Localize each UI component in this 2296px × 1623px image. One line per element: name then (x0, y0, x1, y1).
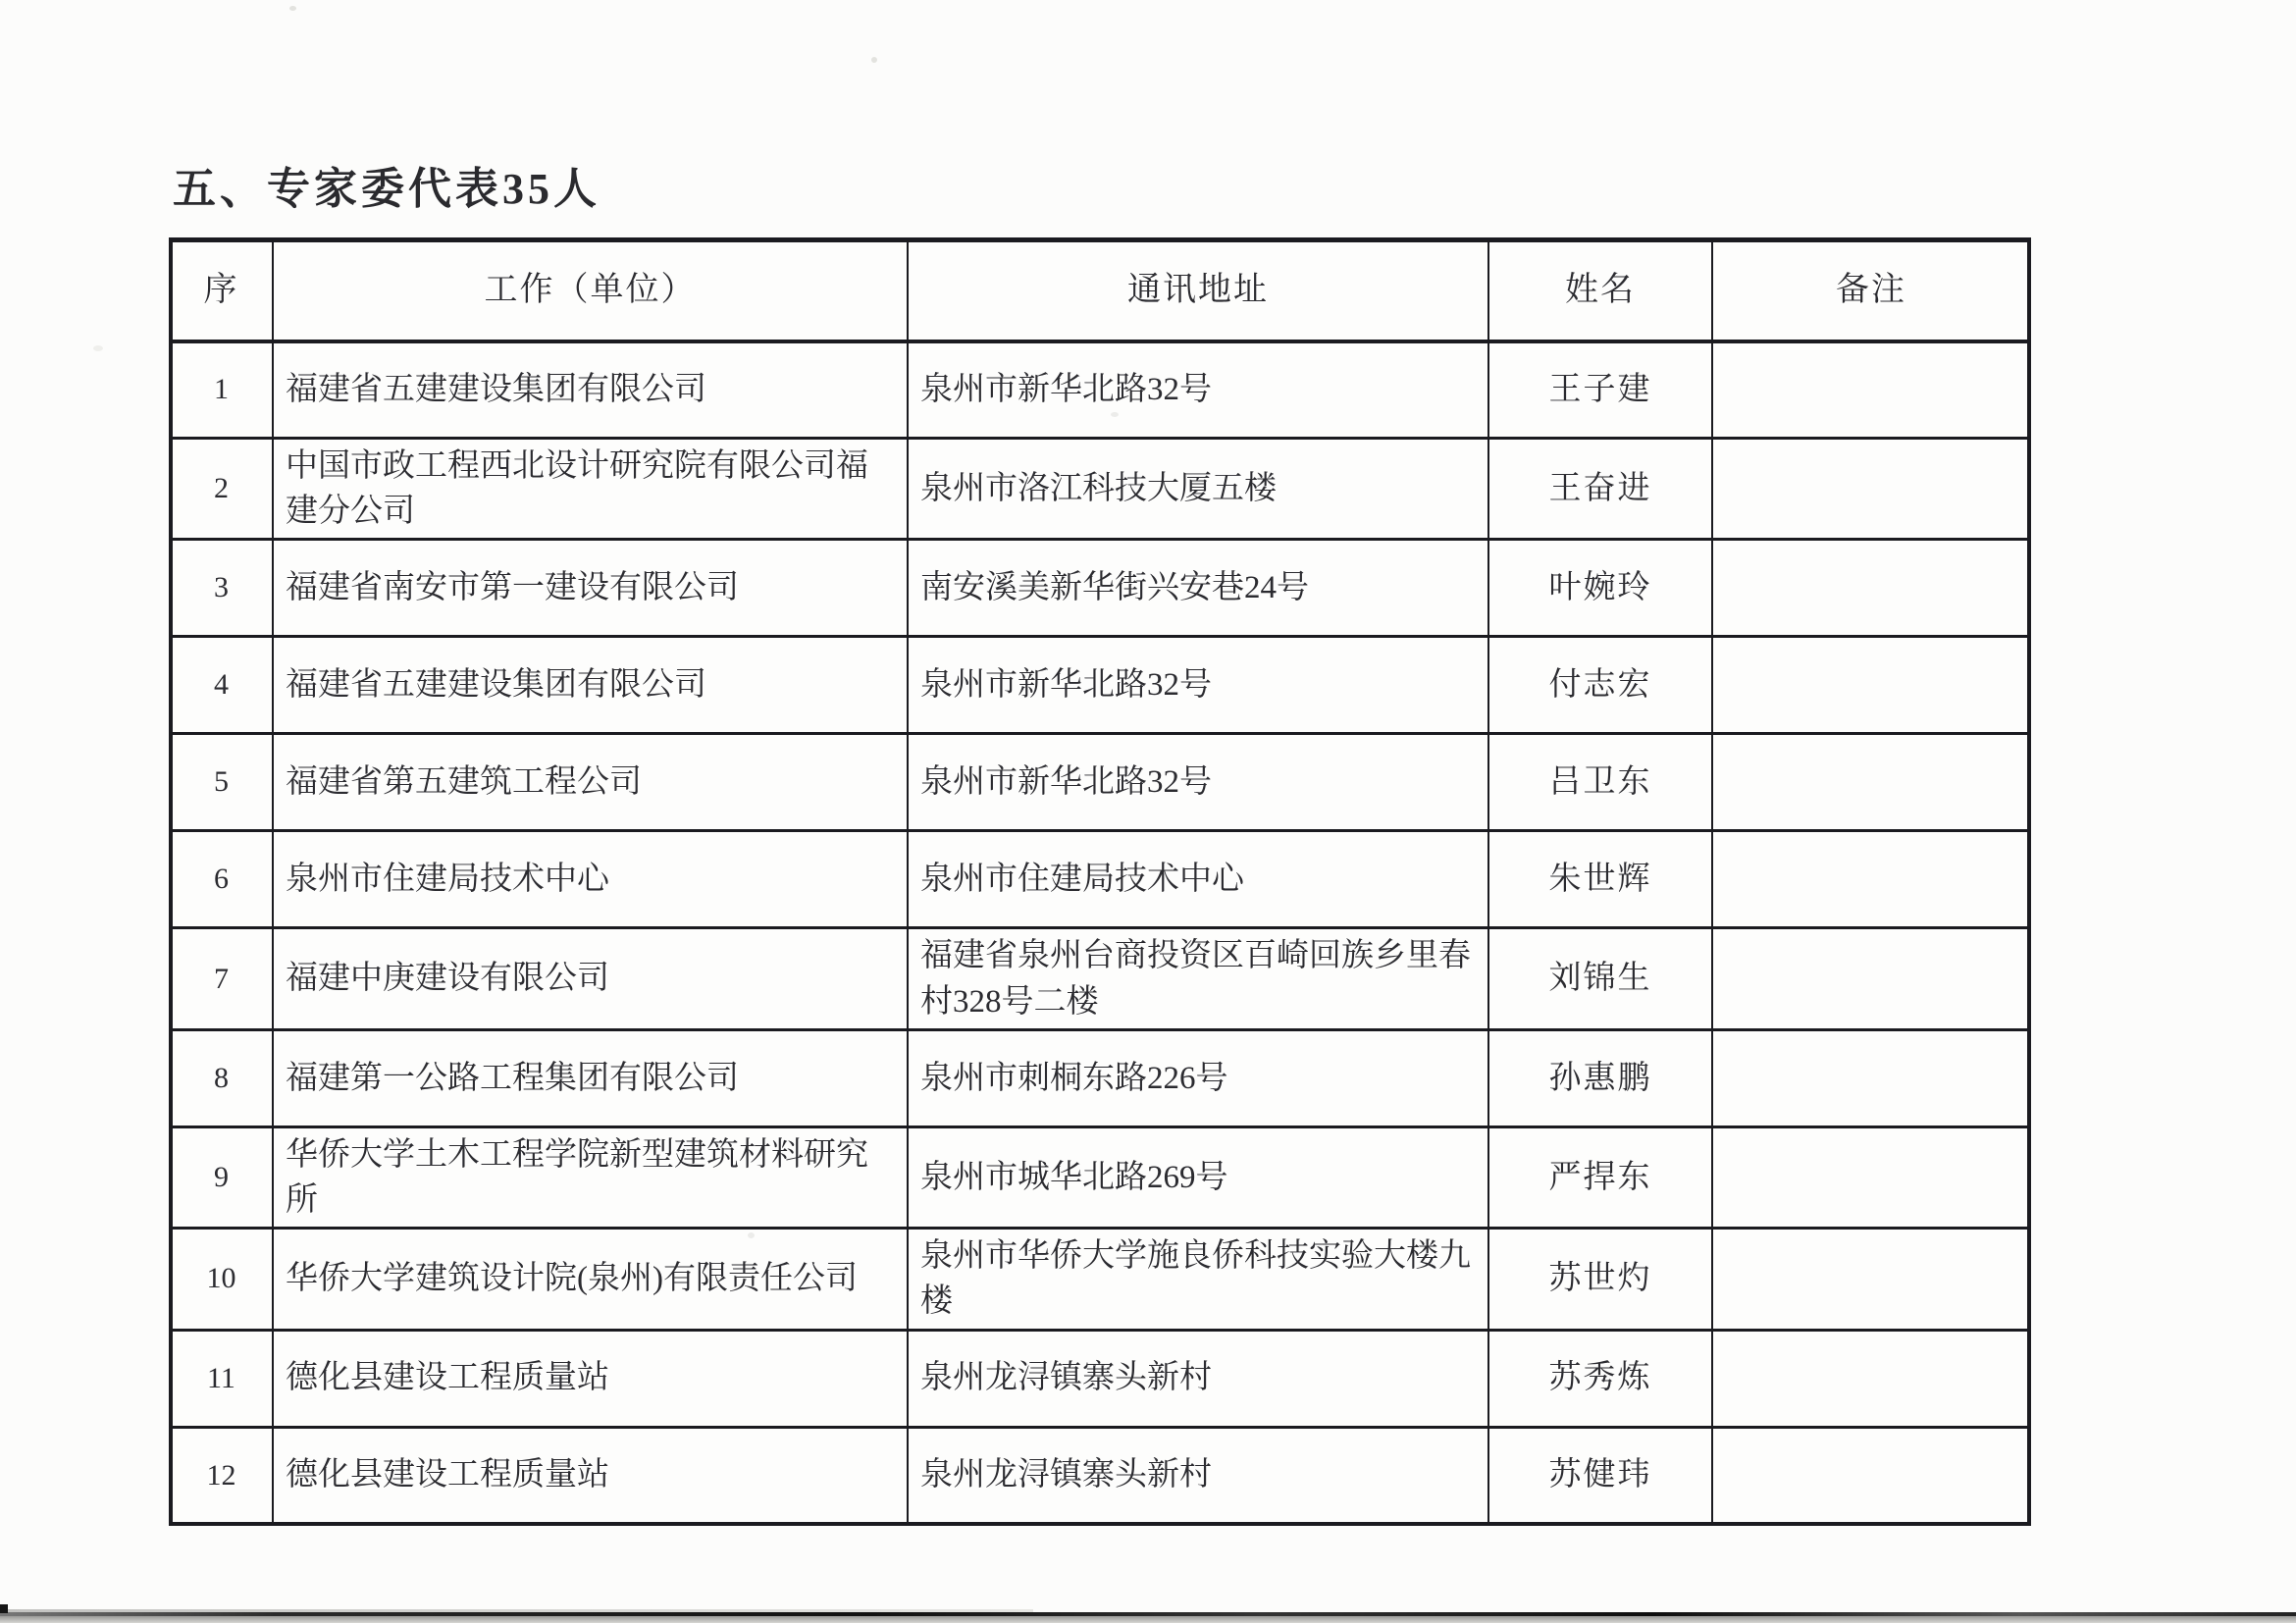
table-row (170, 1029, 2030, 1126)
table-header-row (170, 240, 2030, 341)
cell-unit: 福建省五建建设集团有限公司 (273, 637, 908, 734)
cell-remark (1712, 637, 2030, 734)
cell-unit: 德化县建设工程质量站 (273, 1427, 908, 1524)
cell-address: 福建省泉州台商投资区百崎回族乡里春村328号二楼 (908, 928, 1488, 1029)
scan-edge-gray-shade (0, 1616, 2296, 1623)
cell-remark (1712, 540, 2030, 637)
cell-name: 刘锦生 (1488, 928, 1712, 1029)
cell-remark (1712, 1229, 2030, 1330)
cell-no: 2 (170, 439, 273, 540)
cell-unit: 华侨大学土木工程学院新型建筑材料研究所 (273, 1126, 908, 1228)
delegates-table (169, 237, 2031, 1526)
cell-address: 泉州市新华北路32号 (908, 341, 1488, 439)
cell-name: 严捍东 (1488, 1126, 1712, 1228)
table-row (170, 1427, 2030, 1524)
table-row (170, 637, 2030, 734)
cell-no: 11 (170, 1330, 273, 1427)
cell-unit: 福建中庚建设有限公司 (273, 928, 908, 1029)
col-header-name: 姓名 (1488, 240, 1712, 341)
scan-speck (871, 57, 877, 63)
cell-no: 7 (170, 928, 273, 1029)
cell-address: 泉州市刺桐东路226号 (908, 1029, 1488, 1126)
cell-name: 苏健玮 (1488, 1427, 1712, 1524)
cell-remark (1712, 831, 2030, 928)
scan-speck (289, 6, 296, 11)
cell-name: 苏秀炼 (1488, 1330, 1712, 1427)
scan-speck (1111, 412, 1119, 417)
scan-corner-dot (0, 1604, 8, 1613)
cell-no: 10 (170, 1229, 273, 1330)
table-row (170, 734, 2030, 831)
cell-name: 王奋进 (1488, 439, 1712, 540)
cell-address: 泉州市洛江科技大厦五楼 (908, 439, 1488, 540)
cell-name: 孙惠鹏 (1488, 1029, 1712, 1126)
scan-edge-artifact (0, 1609, 2296, 1623)
cell-name: 叶婉玲 (1488, 540, 1712, 637)
cell-remark (1712, 1427, 2030, 1524)
cell-remark (1712, 1330, 2030, 1427)
cell-address: 泉州龙浔镇寨头新村 (908, 1330, 1488, 1427)
cell-address: 泉州市新华北路32号 (908, 734, 1488, 831)
scan-speck (93, 345, 103, 351)
cell-address: 泉州龙浔镇寨头新村 (908, 1427, 1488, 1524)
cell-remark (1712, 1126, 2030, 1228)
cell-address: 泉州市城华北路269号 (908, 1126, 1488, 1228)
cell-unit: 福建省五建建设集团有限公司 (273, 341, 908, 439)
col-header-no: 序 (170, 240, 273, 341)
table-row (170, 540, 2030, 637)
cell-no: 5 (170, 734, 273, 831)
cell-remark (1712, 341, 2030, 439)
section-title: 五、专家委代表35人 (173, 165, 600, 213)
cell-name: 朱世辉 (1488, 831, 1712, 928)
scan-speck (748, 1232, 755, 1238)
cell-no: 6 (170, 831, 273, 928)
cell-no: 9 (170, 1126, 273, 1228)
table-row (170, 1330, 2030, 1427)
cell-unit: 泉州市住建局技术中心 (273, 831, 908, 928)
cell-address: 泉州市华侨大学施良侨科技实验大楼九楼 (908, 1229, 1488, 1330)
cell-no: 12 (170, 1427, 273, 1524)
cell-no: 4 (170, 637, 273, 734)
cell-remark (1712, 439, 2030, 540)
cell-unit: 德化县建设工程质量站 (273, 1330, 908, 1427)
cell-remark (1712, 734, 2030, 831)
cell-address: 南安溪美新华街兴安巷24号 (908, 540, 1488, 637)
table-row (170, 341, 2030, 439)
cell-name: 王子建 (1488, 341, 1712, 439)
cell-unit: 福建第一公路工程集团有限公司 (273, 1029, 908, 1126)
table-row (170, 1229, 2030, 1330)
cell-unit: 福建省第五建筑工程公司 (273, 734, 908, 831)
cell-unit: 福建省南安市第一建设有限公司 (273, 540, 908, 637)
table-row (170, 831, 2030, 928)
cell-unit: 华侨大学建筑设计院(泉州)有限责任公司 (273, 1229, 908, 1330)
cell-name: 付志宏 (1488, 637, 1712, 734)
col-header-unit: 工作（单位） (273, 240, 908, 341)
cell-address: 泉州市住建局技术中心 (908, 831, 1488, 928)
cell-address: 泉州市新华北路32号 (908, 637, 1488, 734)
col-header-address: 通讯地址 (908, 240, 1488, 341)
cell-no: 3 (170, 540, 273, 637)
table-row (170, 928, 2030, 1029)
table-row (170, 1126, 2030, 1228)
cell-unit: 中国市政工程西北设计研究院有限公司福建分公司 (273, 439, 908, 540)
cell-name: 吕卫东 (1488, 734, 1712, 831)
col-header-remark: 备注 (1712, 240, 2030, 341)
cell-no: 8 (170, 1029, 273, 1126)
table-row (170, 439, 2030, 540)
cell-remark (1712, 928, 2030, 1029)
cell-remark (1712, 1029, 2030, 1126)
cell-name: 苏世灼 (1488, 1229, 1712, 1330)
cell-no: 1 (170, 341, 273, 439)
